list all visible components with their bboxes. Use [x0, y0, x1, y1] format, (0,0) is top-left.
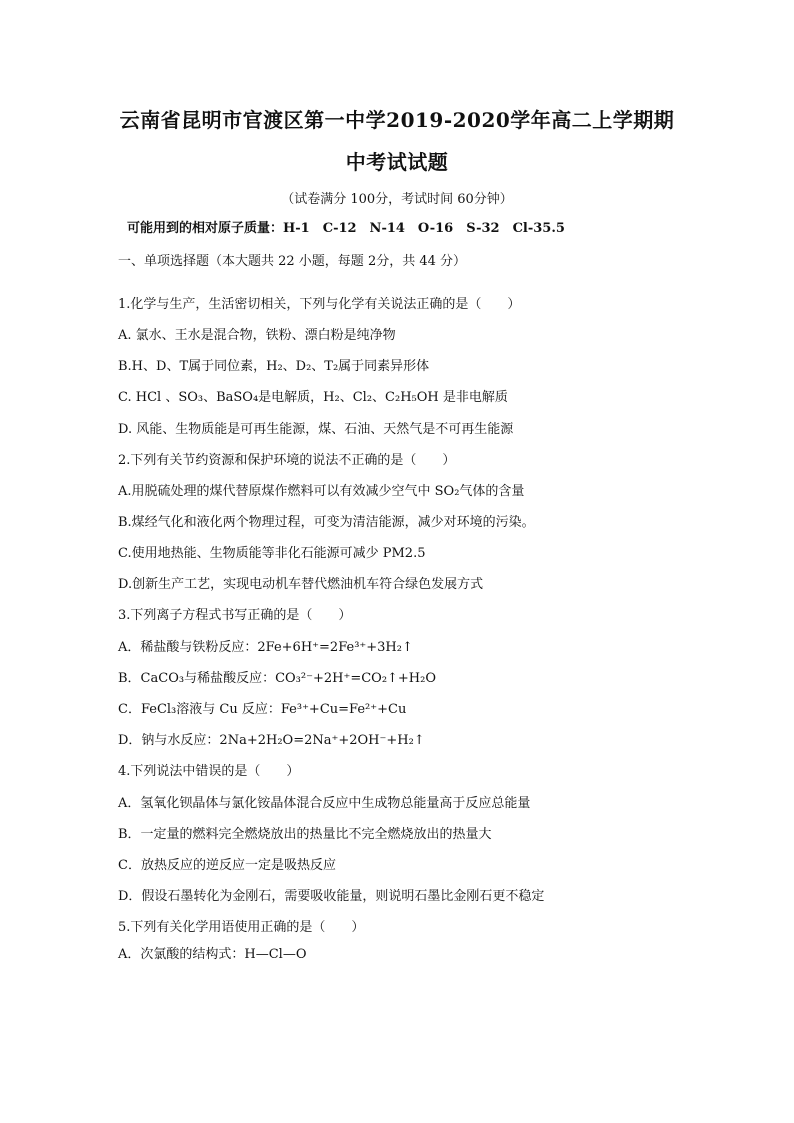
question-stem: 3.下列离子方程式书写正确的是（ ）: [118, 608, 352, 623]
question-option: D．钠与水反应：2Na+2H₂O=2Na⁺+2OH⁻+H₂↑: [118, 733, 425, 748]
question-stem: 5.下列有关化学用语使用正确的是（ ）: [118, 920, 365, 935]
question-option: A.用脱硫处理的煤代替原煤作燃料可以有效减少空气中 SO₂气体的含量: [118, 484, 525, 499]
atomic-masses: 可能用到的相对原子质量：H-1 C-12 N-14 O-16 S-32 Cl-35.5: [127, 221, 565, 236]
question-option: A．稀盐酸与铁粉反应：2Fe+6H⁺=2Fe³⁺+3H₂↑: [118, 640, 413, 655]
question-option: C．FeCl₃溶液与 Cu 反应：Fe³⁺+Cu=Fe²⁺+Cu: [118, 702, 407, 717]
question-stem: 4.下列说法中错误的是（ ）: [118, 764, 300, 779]
question-option: A．氢氧化钡晶体与氯化铵晶体混合反应中生成物总能量高于反应总能量: [118, 796, 531, 811]
question-option: D. 风能、生物质能是可再生能源，煤、石油、天然气是不可再生能源: [118, 422, 514, 437]
question-option: D．假设石墨转化为金刚石，需要吸收能量，则说明石墨比金刚石更不稳定: [118, 889, 545, 904]
question-option: A．次氯酸的结构式：H—Cl—O: [118, 947, 307, 962]
question-option: C. HCl 、SO₃、BaSO₄是电解质，H₂、Cl₂、C₂H₅OH 是非电解质: [118, 390, 508, 405]
question-stem: 1.化学与生产，生活密切相关，下列与化学有关说法正确的是（ ）: [118, 297, 521, 312]
question-option: C.使用地热能、生物质能等非化石能源可减少 PM2.5: [118, 546, 426, 561]
question-option: D.创新生产工艺，实现电动机车替代燃油机车符合绿色发展方式: [118, 577, 484, 592]
question-option: B.H、D、T属于同位素，H₂、D₂、T₂属于同素异形体: [118, 359, 430, 374]
question-option: B.煤经气化和液化两个物理过程，可变为清洁能源，减少对环境的污染。: [118, 515, 535, 530]
title-line-1: 云南省昆明市官渡区第一中学2019-2020学年高二上学期期: [119, 108, 675, 132]
question-option: C．放热反应的逆反应一定是吸热反应: [118, 858, 336, 873]
section-heading: 一、单项选择题（本大题共 22 小题，每题 2分，共 44 分）: [118, 254, 467, 269]
question-option: B．CaCO₃与稀盐酸反应：CO₃²⁻+2H⁺=CO₂↑+H₂O: [118, 671, 437, 686]
question-option: A. 氯水、王水是混合物，铁粉、漂白粉是纯净物: [118, 328, 396, 343]
question-option: B．一定量的燃料完全燃烧放出的热量比不完全燃烧放出的热量大: [118, 827, 492, 842]
exam-info: （试卷满分 100分，考试时间 60分钟）: [281, 192, 513, 207]
title-line-2: 中考试试题: [345, 150, 449, 174]
question-stem: 2.下列有关节约资源和保护环境的说法不正确的是（ ）: [118, 453, 456, 468]
